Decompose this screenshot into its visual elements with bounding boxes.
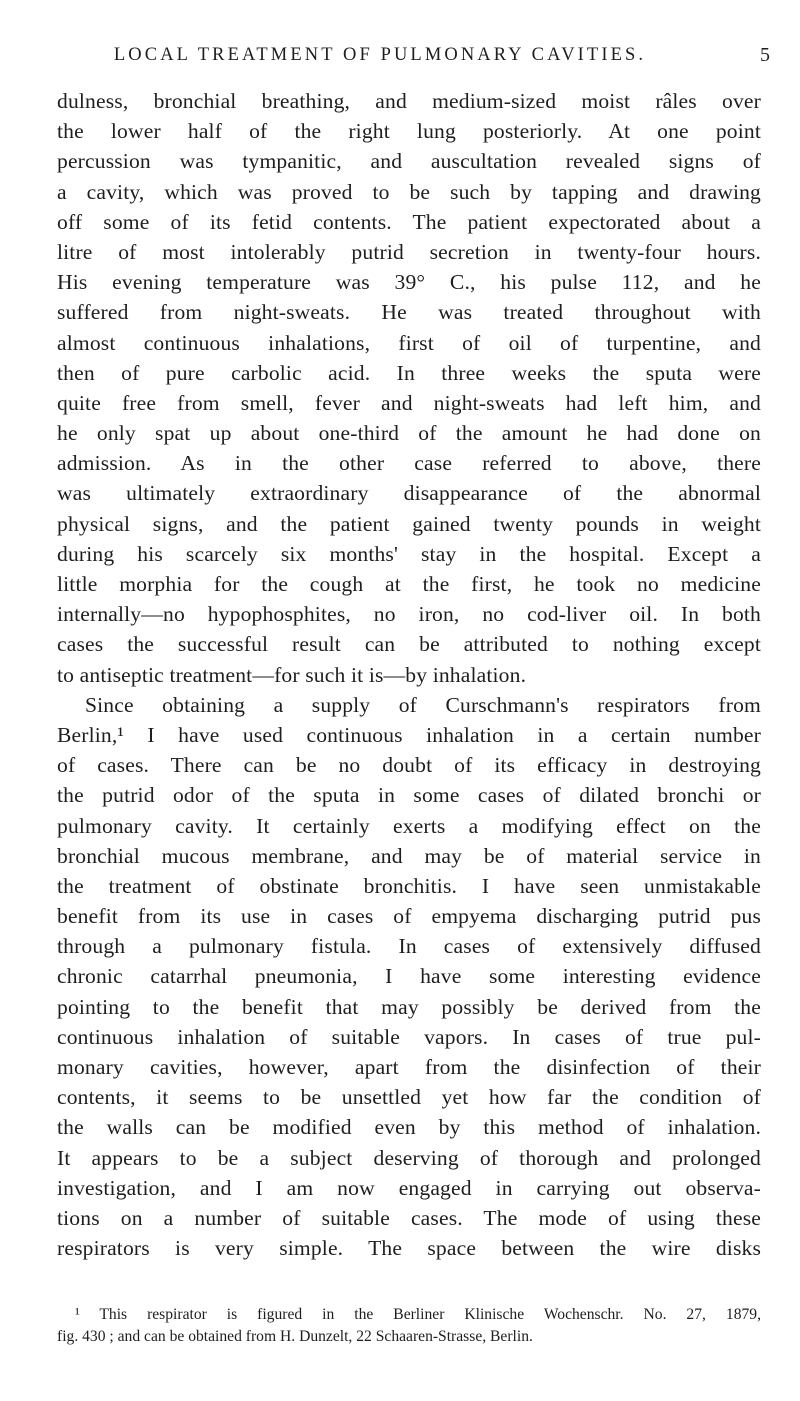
text-line: litre of most intolerably putrid secretion in twenty-four hours. bbox=[57, 239, 761, 264]
text-line: then of pure carbolic acid. In three weeks the sputa were bbox=[57, 360, 761, 385]
text-line: physical signs, and the patient gained twenty pounds in weight bbox=[57, 511, 761, 536]
text-line: investigation, and I am now engaged in carrying out observa- bbox=[57, 1175, 761, 1200]
text-line: suffered from night-sweats. He was treated throughout with bbox=[57, 300, 761, 325]
text-line: he only spat up about one-third of the amount he had done on bbox=[57, 421, 761, 446]
text-line: the lower half of the right lung posteriorly. At one point bbox=[57, 119, 761, 144]
text-line: chronic catarrhal pneumonia, I have some interesting evidence bbox=[57, 964, 761, 989]
footnote-line: fig. 430 ; and can be obtained from H. Dunzelt, 22 Schaaren-Strasse, Berlin. bbox=[57, 1328, 533, 1345]
footnote-line: ¹ This respirator is figured in the Berliner Klinische Wochenschr. No. 27, 1879, bbox=[75, 1306, 761, 1323]
footnote bbox=[57, 1304, 761, 1348]
text-line: monary cavities, however, apart from the disinfection of their bbox=[57, 1055, 761, 1079]
text-line: almost continuous inhalations, first of oil of turpentine, and bbox=[57, 330, 761, 355]
text-line: percussion was tympanitic, and auscultation revealed signs of bbox=[57, 149, 761, 174]
text-line: off some of its fetid contents. The patient expectorated about a bbox=[57, 209, 761, 234]
text-line: the treatment of obstinate bronchitis. I have seen unmistakable bbox=[57, 873, 761, 898]
text-line: Since obtaining a supply of Curschmann's respirators from bbox=[85, 692, 761, 717]
text-line: contents, it seems to be unsettled yet how far the condition of bbox=[57, 1085, 761, 1110]
text-line: during his scarcely six months' stay in the hospital. Except a bbox=[57, 541, 761, 566]
text-line: little morphia for the cough at the first, he took no medicine bbox=[57, 572, 761, 596]
text-line: through a pulmonary fistula. In cases of extensively diffused bbox=[57, 934, 761, 959]
text-line: cases the successful result can be attributed to nothing except bbox=[57, 632, 761, 657]
running-title: LOCAL TREATMENT OF PULMONARY CAVITIES. bbox=[113, 45, 647, 65]
text-line: bronchial mucous membrane, and may be of material service in bbox=[57, 843, 761, 868]
text-line: respirators is very simple. The space between the wire disks bbox=[57, 1236, 761, 1261]
text-line: tions on a number of suitable cases. The mode of using these bbox=[57, 1205, 761, 1230]
text-line: benefit from its use in cases of empyema discharging putrid pus bbox=[57, 904, 761, 929]
text-line: It appears to be a subject deserving of thorough and prolonged bbox=[57, 1145, 761, 1170]
text-line: pointing to the benefit that may possibly be derived from the bbox=[57, 994, 761, 1019]
text-line: admission. As in the other case referred to above, there bbox=[57, 451, 761, 476]
text-line: pulmonary cavity. It certainly exerts a modifying effect on the bbox=[57, 813, 761, 838]
running-head bbox=[30, 40, 800, 70]
text-line: the walls can be modified even by this method of inhalation. bbox=[57, 1115, 761, 1140]
text-line: His evening temperature was 39° C., his pulse 112, and he bbox=[57, 270, 761, 295]
text-line: dulness, bronchial breathing, and medium-sized moist râles over bbox=[57, 89, 761, 113]
text-line: of cases. There can be no doubt of its efficacy in destroying bbox=[57, 753, 761, 778]
text-line: Berlin,¹ I have used continuous inhalation in a certain number bbox=[57, 722, 761, 747]
text-line: continuous inhalation of suitable vapors. In cases of true pul- bbox=[57, 1024, 761, 1049]
text-line: a cavity, which was proved to be such by tapping and drawing bbox=[57, 179, 761, 204]
body-text bbox=[57, 86, 761, 1263]
text-line: the putrid odor of the sputa in some cases of dilated bronchi or bbox=[57, 783, 761, 808]
page-number: 5 bbox=[760, 44, 770, 66]
text-line: to antiseptic treatment—for such it is—by inhalation. bbox=[57, 662, 527, 687]
text-line: quite free from smell, fever and night-sweats had left him, and bbox=[57, 390, 761, 415]
text-line: internally—no hypophosphites, no iron, no cod-liver oil. In both bbox=[57, 602, 761, 627]
text-line: was ultimately extraordinary disappearance of the abnormal bbox=[57, 481, 761, 506]
